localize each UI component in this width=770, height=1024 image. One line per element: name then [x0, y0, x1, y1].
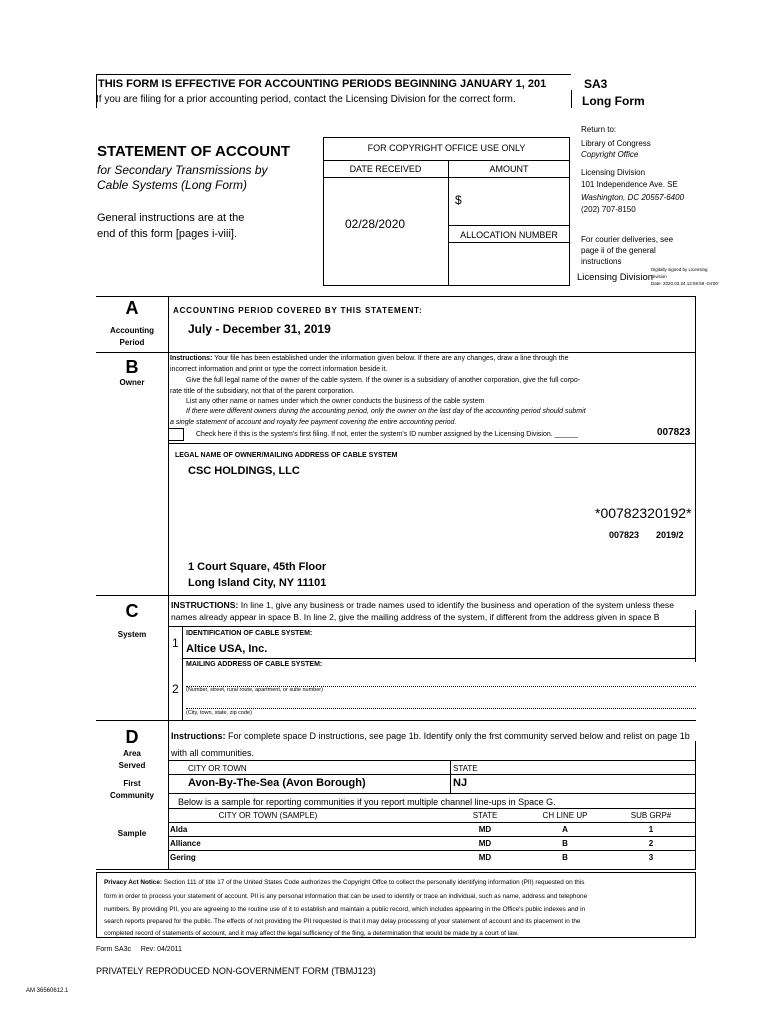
general-instructions-1: General instructions are at the — [97, 212, 245, 224]
line-2-number: 2 — [172, 682, 179, 696]
sample-row-2-bottom — [168, 850, 696, 851]
community-city[interactable]: Avon-By-The-Sea (Avon Borough) — [188, 777, 366, 789]
sample-row-3-ch: B — [562, 853, 568, 862]
city-line[interactable] — [186, 708, 696, 709]
space-a-letter: A — [125, 298, 139, 318]
space-b-letter: B — [125, 357, 139, 377]
signature-name: Licensing Division — [577, 272, 654, 283]
return-to-label: Return to: — [581, 125, 617, 134]
space-d-label-community: Community — [110, 791, 154, 800]
digital-sig-1: Digitally signed by Licensing — [651, 267, 708, 272]
sample-row-2-city: Alliance — [170, 839, 201, 848]
digital-sig-3: Date: 2020.03.24 12:59:59 -04'00' — [651, 281, 719, 286]
office-use-header: FOR COPYRIGHT OFFICE USE ONLY — [367, 143, 526, 153]
office-use-divider-2 — [323, 177, 570, 178]
accounting-period-heading: ACCOUNTING PERIOD COVERED BY THIS STATEMENT: — [173, 306, 423, 315]
accounting-period-value[interactable]: July - December 31, 2019 — [188, 322, 331, 336]
space-c-label: System — [117, 630, 147, 639]
community-state[interactable]: NJ — [453, 777, 468, 789]
sample-header-bottom — [168, 822, 696, 823]
amount-label: AMOUNT — [489, 164, 529, 174]
privacy-line-1 — [104, 879, 584, 886]
owner-period-code: 2019/2 — [656, 530, 684, 540]
sample-row-3-city: Gering — [170, 853, 196, 862]
space-c-letter: C — [125, 601, 139, 621]
line-1-number: 1 — [172, 636, 179, 650]
space-b-instructions-1 — [170, 355, 568, 362]
page-title: STATEMENT OF ACCOUNT — [97, 143, 291, 160]
mailing-heading: MAILING ADDRESS OF CABLE SYSTEM: — [186, 661, 323, 668]
space-d-instructions-2: with all communities. — [171, 748, 255, 758]
effective-line: THIS FORM IS EFFECTIVE FOR ACCOUNTING PERIODS BEGINNING JANUARY 1, 201 — [98, 78, 547, 90]
amount-divider — [448, 225, 570, 226]
sample-row-1-city: Alda — [170, 825, 188, 834]
sample-row-3-state: MD — [478, 853, 492, 862]
first-filing-checkbox[interactable] — [168, 428, 184, 441]
privacy-line-2: form in order to process your statement of account. PII is any personal information that can be used to identify or trace an individual, such as name, address and telephone — [104, 893, 588, 900]
return-line-1: Library of Congress — [581, 139, 651, 148]
line-number-divider — [182, 626, 183, 720]
city-label: CITY OR TOWN — [188, 764, 247, 773]
sample-header-city: CITY OR TOWN (SAMPLE) — [218, 811, 318, 820]
courier-note-3: instructions — [581, 257, 622, 266]
space-b-instructions-6: If there were different owners during the accounting period, only the owner on the last day of the accounting period should submit — [186, 408, 586, 415]
return-line-5: Washington, DC 20557-6400 — [581, 193, 685, 202]
space-b-label: Owner — [119, 378, 145, 387]
sample-row-1-sub: 1 — [648, 825, 654, 834]
space-d-instructions-1 — [171, 731, 697, 741]
space-c-instructions-1 — [171, 600, 699, 610]
privacy-line-4: search reports prepared for the public. The effects of not providing the PII requested is that it may delay processing of your statement of account and its placement in the — [104, 918, 581, 925]
instr-bold: Instructions: — [170, 355, 213, 362]
city-header-top — [168, 760, 696, 761]
sample-row-2-state: MD — [478, 839, 492, 848]
allocation-divider — [448, 242, 570, 243]
state-label: STATE — [453, 764, 478, 773]
right-border-b — [695, 352, 696, 595]
return-line-4: 101 Independence Ave. SE — [581, 180, 678, 189]
courier-note-2: page ii of the general — [581, 246, 656, 255]
space-d-label-area: Area — [123, 749, 141, 758]
sample-header-top — [168, 808, 696, 809]
privacy-text-1: Section 111 of title 17 of the United States Code authorizes the Copyright Offce to collect the personally identifying information (PII) requested on this — [162, 879, 585, 886]
space-c-bottom — [96, 720, 696, 721]
form-code: SA3 — [584, 77, 608, 91]
space-a-label-2: Period — [119, 338, 145, 347]
space-d-label-sample: Sample — [117, 829, 147, 838]
return-line-6: (202) 707-8150 — [581, 205, 636, 214]
space-d-bottom — [96, 869, 696, 870]
office-use-col-divider — [448, 160, 449, 286]
am-code: AM 36560612.1 — [26, 988, 69, 994]
sample-row-3-sub: 3 — [648, 853, 654, 862]
space-b-instructions-5: List any other name or names under which the owner conducts the business of the cable system — [186, 398, 485, 405]
date-received-label: DATE RECEIVED — [349, 164, 422, 174]
space-c-instructions-2: names already appear in space B. In line 2, give the mailing address of the system, if different from the address given in space B — [171, 612, 660, 622]
sample-row-1-ch: A — [562, 825, 568, 834]
right-border-c — [695, 610, 696, 662]
sample-header-chlineup: CH LINE UP — [542, 811, 588, 820]
subtitle-2: Cable Systems (Long Form) — [97, 178, 248, 192]
date-received-value[interactable]: 02/28/2020 — [345, 217, 406, 231]
sample-row-1-state: MD — [478, 825, 492, 834]
space-b-instructions-7: a single statement of account and royalty fee payment covering the entire accounting period. — [170, 419, 457, 426]
space-d-letter: D — [125, 727, 139, 747]
space-c-instr-text: In line 1, give any business or trade names used to identify the business and operation of the system unless these — [238, 600, 675, 610]
space-d-instr-text: For complete space D instructions, see page 1b. Identify only the frst community served below and relist on page 1b — [225, 731, 690, 741]
amount-dollar[interactable]: $ — [455, 193, 462, 207]
space-c-instr-bold: INSTRUCTIONS: — [171, 600, 239, 610]
space-a-label-1: Accounting — [110, 326, 154, 335]
city-header-bottom — [168, 774, 696, 775]
office-use-divider — [323, 160, 570, 161]
city-hint: (City, town, state, zip code) — [186, 710, 252, 716]
form-revision: Form SA3c Rev: 04/2011 — [96, 946, 182, 953]
state-col-divider — [450, 760, 451, 793]
owner-name[interactable]: CSC HOLDINGS, LLC — [188, 465, 300, 477]
space-a-bottom — [96, 352, 696, 353]
privacy-bold: Privacy Act Notice: — [104, 879, 163, 886]
sample-row-1-bottom — [168, 836, 696, 837]
form-type: Long Form — [582, 94, 645, 108]
owner-id-short: 007823 — [609, 530, 640, 540]
space-a-top — [96, 296, 696, 297]
space-b-instructions-4: rate title of the subsidiary, not that of the parent corporation. — [170, 388, 355, 395]
owner-heading: LEGAL NAME OF OWNER/MAILING ADDRESS OF CABLE SYSTEM — [175, 452, 398, 459]
general-instructions-2: end of this form [pages i-viii]. — [97, 228, 238, 240]
space-b-instr-divider — [168, 443, 696, 444]
courier-note-1: For courier deliveries, see — [581, 235, 674, 244]
return-line-3: Licensing Division — [581, 168, 646, 177]
space-d-label-first: First — [123, 779, 141, 788]
system-name[interactable]: Altice USA, Inc. — [186, 643, 268, 655]
space-b-instructions-2: incorrect information and print or type the correct information beside it. — [170, 366, 388, 373]
privacy-line-3: numbers. By providing PII, you are agreeing to the routine use of it to establish and maintain a public record, which includes appearing in the Office's public indexes and in — [104, 906, 586, 913]
header-divider — [571, 90, 572, 108]
right-border-a — [695, 296, 696, 352]
space-c-instr-divider — [168, 626, 696, 627]
owner-address-2[interactable]: Long Island City, NY 11101 — [188, 577, 327, 589]
sample-row-2-ch: B — [562, 839, 568, 848]
sample-header-state: STATE — [472, 811, 498, 820]
barcode-text: *00782320192* — [595, 505, 692, 521]
left-column-divider — [168, 296, 169, 869]
space-b-bottom — [96, 595, 696, 596]
return-line-2: Copyright Office — [581, 150, 639, 159]
prior-period-line: If you are filing for a prior accounting period, contact the Licensing Division for the correct form. — [96, 94, 516, 105]
sample-header-subgrp: SUB GRP# — [630, 811, 672, 820]
id-heading: IDENTIFICATION OF CABLE SYSTEM: — [186, 630, 313, 637]
privacy-line-5: completed record of statements of account, and it may affect the legal sufficiency of the fling, a determination that would be made by a court of law. — [104, 930, 519, 937]
private-reproduction: PRIVATELY REPRODUCED NON-GOVERNMENT FORM (TBMJ123) — [96, 966, 376, 976]
allocation-number-label: ALLOCATION NUMBER — [460, 230, 558, 240]
space-b-instructions-3: Give the full legal name of the owner of the cable system. If the owner is a subsidiary of another corporation, give the full corpo- — [186, 377, 581, 384]
sample-note: Below is a sample for reporting communities if you report multiple channel line-ups in Space G. — [178, 797, 556, 807]
owner-address-1[interactable]: 1 Court Square, 45th Floor — [188, 561, 327, 573]
sample-row-2-sub: 2 — [648, 839, 654, 848]
digital-sig-2: Division — [651, 274, 667, 279]
subtitle-1: for Secondary Transmissions by — [97, 163, 268, 177]
space-d-label-served: Served — [118, 761, 146, 770]
system-id[interactable]: 007823 — [657, 427, 691, 438]
street-hint: (Number, street, rural route, apartment, or suite number) — [186, 687, 323, 693]
space-d-instr-bold: Instructions: — [171, 731, 226, 741]
instr-text: Your file has been established under the information given below. If there are any changes, draw a line through the — [212, 355, 569, 362]
community-bottom — [168, 793, 696, 794]
system-name-divider — [182, 658, 696, 659]
first-filing-text: Check here if this is the system's first filing. If not, enter the system's ID number assigned by the Licensing Division. ______ — [196, 431, 579, 438]
